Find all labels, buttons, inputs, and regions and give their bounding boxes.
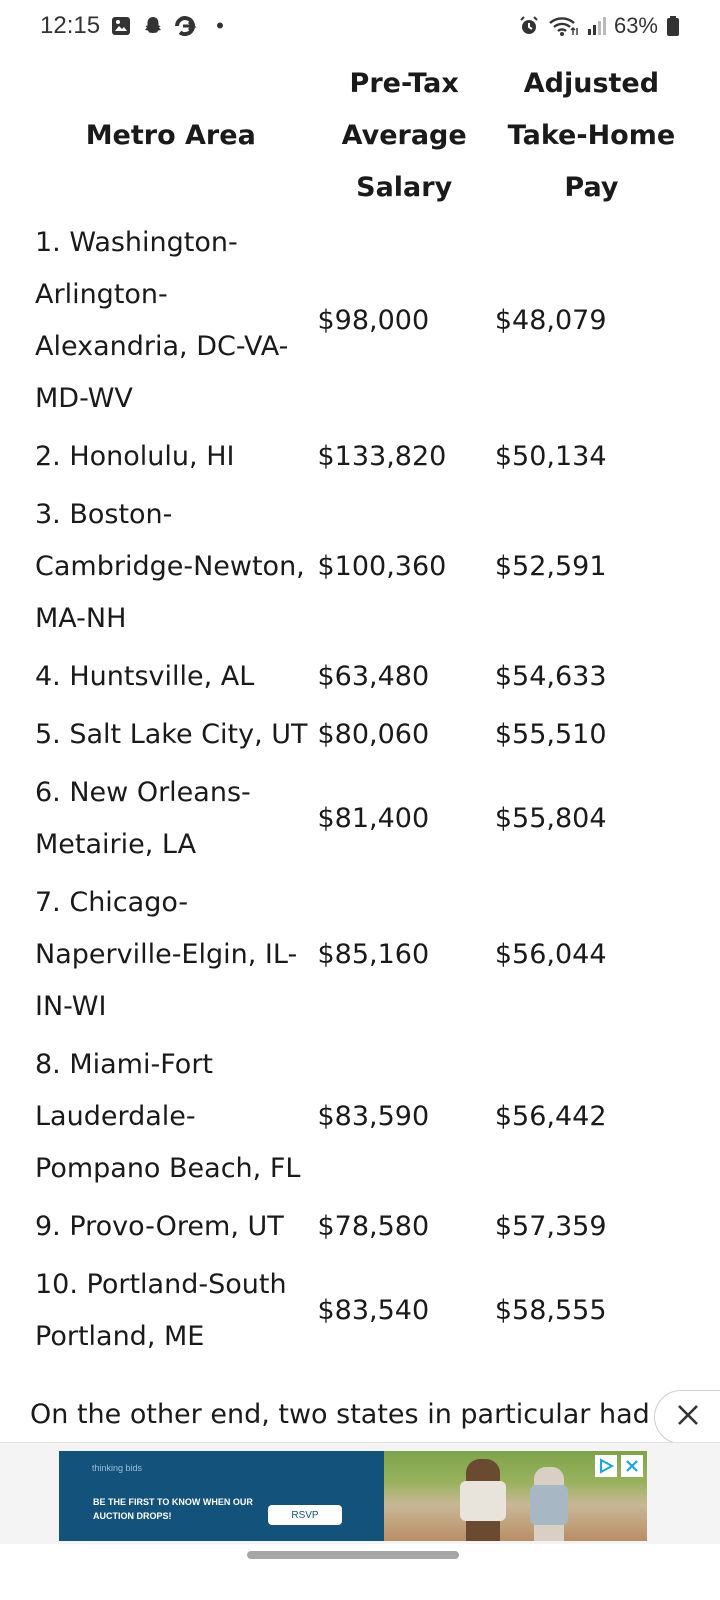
header-adjusted-pay	[491, 58, 688, 214]
gesture-nav-handle[interactable]	[247, 1551, 459, 1559]
pretax-cell: $83,590	[317, 1101, 430, 1132]
clock-time: 12:15	[40, 12, 101, 39]
metro-cell: 8. Miami-Fort Lauderdale-Pompano Beach, FL	[35, 1049, 301, 1184]
metro-cell: 10. Portland-South Portland, ME	[35, 1269, 287, 1352]
metro-cell: 7. Chicago-Naperville-Elgin, IL-IN-WI	[35, 887, 298, 1022]
arrow-app-icon	[174, 15, 198, 37]
table-row	[28, 428, 688, 486]
status-bar-left	[40, 12, 224, 40]
table-row	[28, 764, 688, 874]
pretax-cell: $81,400	[317, 803, 430, 834]
ad-banner[interactable]	[59, 1451, 647, 1541]
table-row	[28, 1256, 688, 1366]
pretax-cell: $80,060	[317, 719, 430, 750]
adjusted-cell: $57,359	[494, 1211, 607, 1242]
metro-cell: 4. Huntsville, AL	[35, 661, 255, 692]
ad-choices	[595, 1455, 643, 1477]
header-metro-area: Metro Area	[85, 120, 256, 151]
pretax-cell: $63,480	[317, 661, 430, 692]
header-adjusted-line: Pay	[564, 172, 619, 203]
table-row	[28, 1198, 688, 1256]
header-adjusted-line: Take-Home	[507, 120, 676, 151]
ad-rsvp-button[interactable]: RSVP	[268, 1505, 342, 1525]
battery-percent: 63%	[613, 13, 658, 38]
header-pretax-line: Average	[341, 120, 467, 151]
table-row	[28, 648, 688, 706]
adjusted-cell: $55,804	[494, 803, 607, 834]
table-header-row	[28, 58, 688, 214]
signal-icon	[586, 15, 606, 37]
adjusted-cell: $56,442	[494, 1101, 607, 1132]
ad-person-shirt	[530, 1485, 568, 1525]
table-row	[28, 214, 688, 428]
metro-cell: 5. Salt Lake City, UT	[35, 719, 308, 750]
metro-cell: 9. Provo-Orem, UT	[35, 1211, 284, 1242]
gallery-icon	[110, 15, 132, 37]
header-adjusted-line: Adjusted	[523, 68, 660, 99]
metro-cell: 2. Honolulu, HI	[35, 441, 235, 472]
ad-person-shirt	[460, 1481, 506, 1521]
adjusted-cell: $48,079	[494, 305, 607, 336]
salary-table	[28, 58, 688, 1366]
metro-cell: 3. Boston-Cambridge-Newton, MA-NH	[35, 499, 305, 634]
ad-close-icon[interactable]	[621, 1455, 643, 1477]
ad-tagline: BE THE FIRST TO KNOW WHEN OUR AUCTION DROPS!	[93, 1497, 253, 1521]
adjusted-cell: $58,555	[494, 1295, 607, 1326]
metro-cell: 1. Washington-Arlington-Alexandria, DC-VA-MD-WV	[35, 227, 289, 414]
status-bar-right	[518, 13, 680, 39]
pretax-cell: $78,580	[317, 1211, 430, 1242]
table-row	[28, 486, 688, 648]
snapchat-icon	[142, 15, 164, 37]
header-pretax-line: Pre-Tax	[349, 68, 459, 99]
pretax-cell: $85,160	[317, 939, 430, 970]
close-ad-button[interactable]	[654, 1390, 720, 1444]
adjusted-cell: $50,134	[494, 441, 607, 472]
pretax-cell: $100,360	[317, 551, 447, 582]
wifi-icon	[548, 15, 578, 37]
metro-cell: 6. New Orleans-Metairie, LA	[35, 777, 251, 860]
adjusted-cell: $55,510	[494, 719, 607, 750]
notification-dot: •	[216, 13, 224, 38]
table-row	[28, 1036, 688, 1198]
adjusted-cell: $54,633	[494, 661, 607, 692]
close-icon	[675, 1402, 701, 1432]
header-pretax-line: Salary	[356, 172, 453, 203]
sticky-ad-bar	[0, 1442, 720, 1544]
ad-brand: thinking bids	[92, 1463, 143, 1473]
article-paragraph: On the other end, two states in particular had	[30, 1399, 650, 1430]
adjusted-cell: $52,591	[494, 551, 607, 582]
pretax-cell: $98,000	[317, 305, 430, 336]
header-pretax-salary	[314, 58, 491, 214]
pretax-cell: $133,820	[317, 441, 447, 472]
ad-photo	[384, 1451, 647, 1541]
battery-icon	[666, 15, 680, 37]
alarm-icon	[518, 15, 540, 37]
table-row	[28, 706, 688, 764]
adjusted-cell: $56,044	[494, 939, 607, 970]
ad-choices-icon[interactable]	[595, 1455, 617, 1477]
table-row	[28, 874, 688, 1036]
status-bar	[0, 0, 720, 52]
pretax-cell: $83,540	[317, 1295, 430, 1326]
